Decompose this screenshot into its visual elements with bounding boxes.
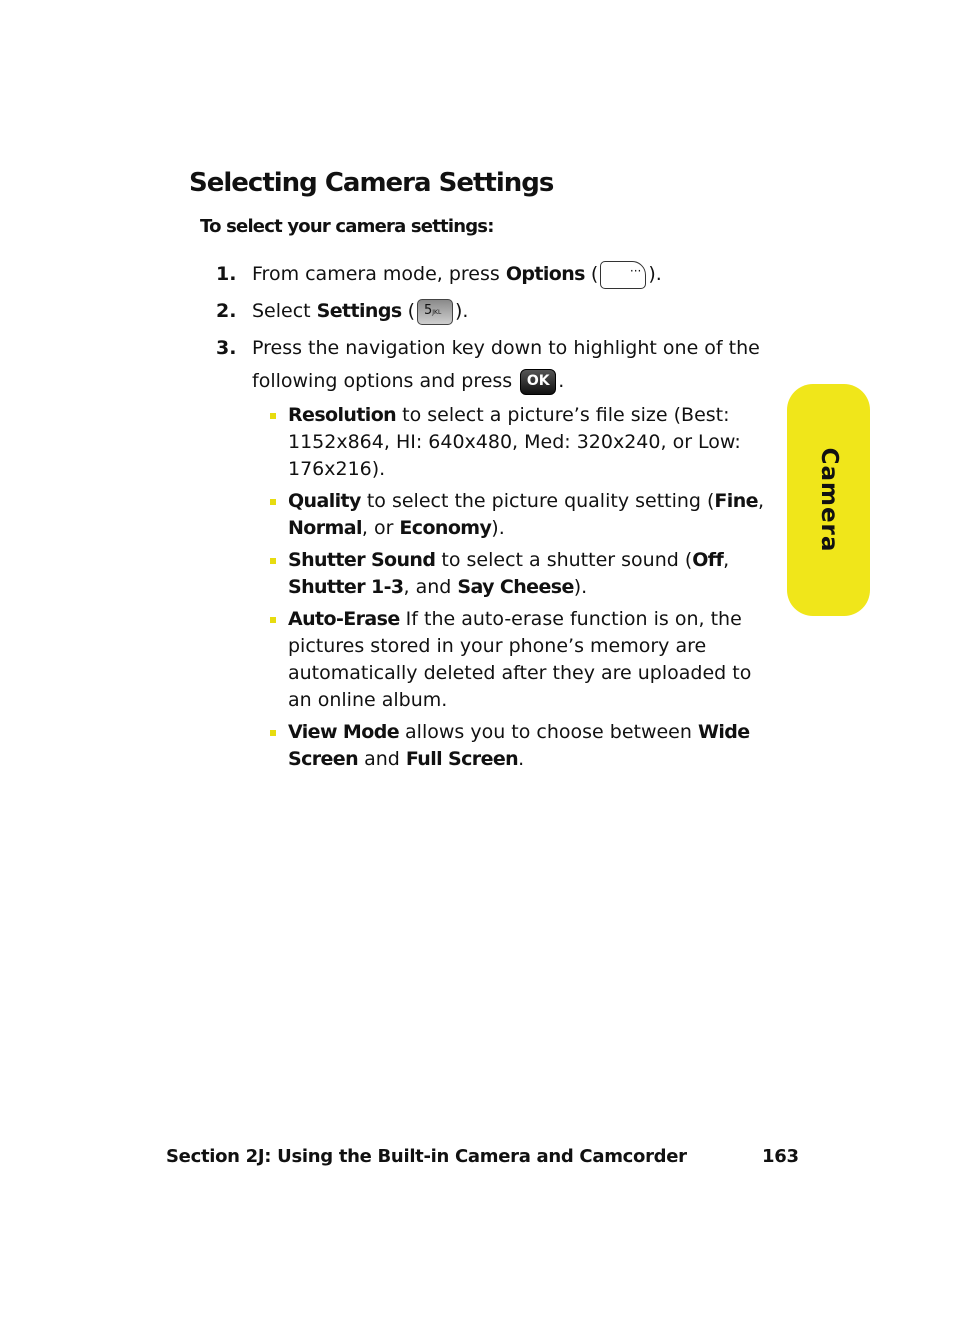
- list-item-auto-erase: Auto-Erase If the auto-erase function is on, the pictures stored in your phone’s memory are automatically deleted after they are uploaded to an online album.: [252, 606, 776, 714]
- bullet-icon: [270, 617, 276, 623]
- key-5-icon: 5JKL: [417, 299, 453, 325]
- bullet-icon: [270, 730, 276, 736]
- options-list: [252, 402, 776, 773]
- bullet-icon: [270, 413, 276, 419]
- list-item-resolution: Resolution to select a picture’s file size (Best: 1152x864, HI: 640x480, Med: 320x240, or Low: 176x216).: [252, 402, 776, 483]
- step-1: 1. From camera mode, press Options ( ··· ).: [216, 258, 776, 291]
- list-item-quality: Quality to select the picture quality setting (Fine, Normal, or Economy).: [252, 488, 776, 542]
- page-number: 163: [762, 1146, 799, 1167]
- bullet-icon: [270, 558, 276, 564]
- options-key-icon: ···: [600, 261, 646, 289]
- step-number: 2.: [216, 300, 237, 322]
- footer-section-title: Section 2J: Using the Built-in Camera and Camcorder: [166, 1146, 687, 1167]
- chapter-side-tab: [787, 384, 870, 616]
- step-number: 1.: [216, 263, 237, 285]
- bullet-icon: [270, 499, 276, 505]
- options-term: Options: [505, 263, 585, 285]
- settings-term: Settings: [316, 300, 402, 322]
- side-tab-label: Camera: [815, 447, 842, 553]
- step-number: 3.: [216, 337, 237, 359]
- steps-list: [216, 258, 776, 778]
- list-item-shutter-sound: Shutter Sound to select a shutter sound (Off, Shutter 1-3, and Say Cheese).: [252, 547, 776, 601]
- step-2: 2. Select Settings ( 5JKL ).: [216, 295, 776, 328]
- list-item-view-mode: View Mode allows you to choose between Wide Screen and Full Screen.: [252, 719, 776, 773]
- ok-key-icon: OK: [520, 369, 556, 395]
- section-heading: Selecting Camera Settings: [189, 168, 554, 198]
- step-3: 3. Press the navigation key down to highlight one of the following options and press OK . Resolution to select a picture’s file size (Best: 1152x864, HI: 640x480, Med: 320x240, or Low: 176x216). Quality to select the picture quality setting (Fine, Normal, or Economy). Shutter Sound to select a shutter sound (Off, Shutter 1-3, and Say Cheese). Auto-Erase If the auto-erase function is on, the pictures stored in your phone’s memory are automatically deleted after they are uploaded to an online album. View Mode allows you to choose between Wide Screen and Full Screen.: [216, 332, 776, 773]
- intro-text: To select your camera settings:: [200, 216, 494, 237]
